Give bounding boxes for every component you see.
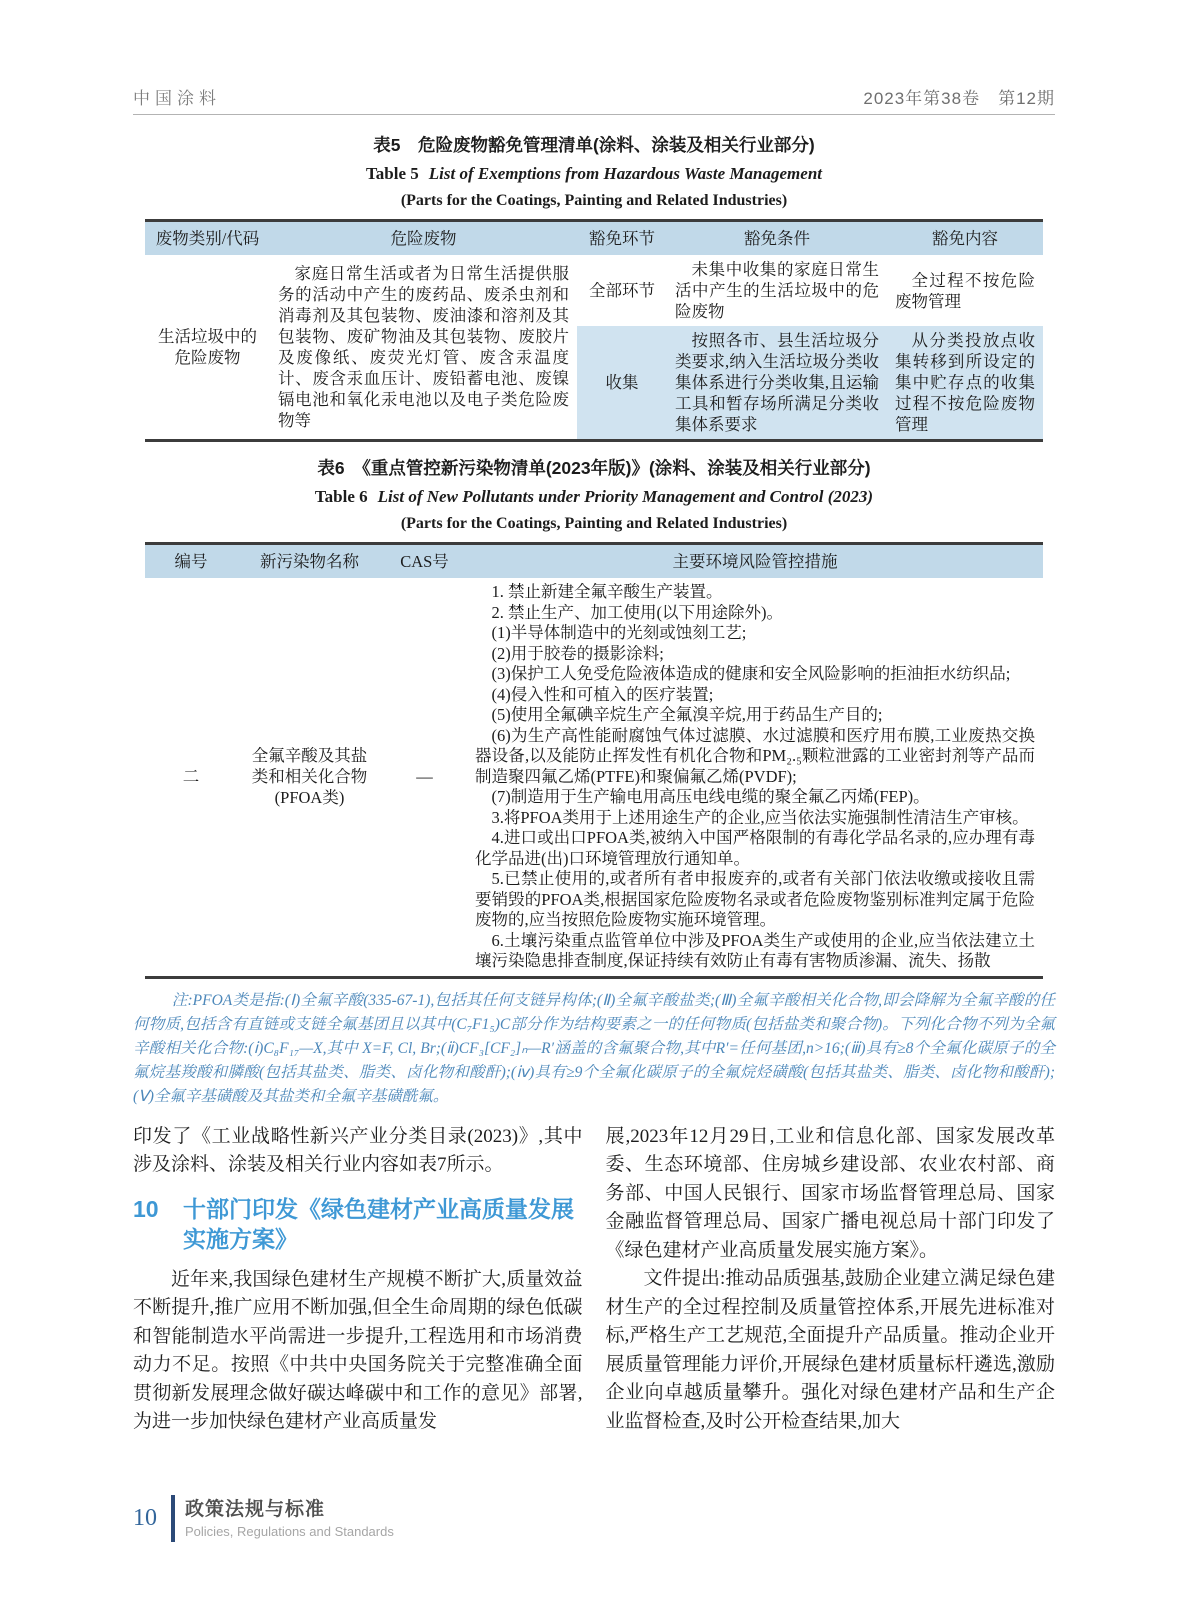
table6-col-measures: 主要环境风险管控措施: [467, 544, 1043, 579]
measure-item: 1. 禁止新建全氟辛酸生产装置。: [491, 582, 723, 601]
footer-section-en: Policies, Regulations and Standards: [185, 1523, 394, 1539]
table6-caption-en-title: List of New Pollutants under Priority Management and Control (2023): [377, 487, 874, 506]
table5-exemptions: [145, 219, 1043, 442]
table5-caption-en-title: List of Exemptions from Hazardous Waste Management: [428, 164, 822, 183]
header-rule: [133, 114, 1055, 115]
pollutant-no-cell: 二: [182, 767, 200, 787]
body-column-left: [133, 1123, 583, 1437]
table5-col-condition: 豁免条件: [667, 221, 887, 256]
table6-col-no: 编号: [145, 544, 237, 579]
measure-item: 6.土壤污染重点监管单位中涉及PFOA类生产或使用的企业,应当依法建立土壤污染隐患排查制度,保证持续有效防止有毒有害物质渗漏、流失、扬散: [475, 930, 1035, 970]
table5-header-row: [145, 221, 1043, 256]
measure-item: 4.进口或出口PFOA类,被纳入中国严格限制的有毒化学品名录的,应办理有毒化学品进(出)口环境管理放行通知单。: [475, 828, 1035, 868]
measure-item: (1)半导体制造中的光刻或蚀刻工艺;: [491, 623, 747, 642]
table5-col-link: 豁免环节: [577, 221, 667, 256]
body-paragraph: 印发了《工业战略性新兴产业分类目录(2023)》,其中涉及涂料、涂装及相关行业内容如表7所示。: [133, 1125, 583, 1175]
table-row: [145, 255, 1043, 326]
table6-new-pollutants: [145, 542, 1043, 979]
measure-item: (6)为生产高性能耐腐蚀气体过滤膜、水过滤膜和医疗用布膜,工业废热交换器设备,以及能防止挥发性有机化合物和PM₂.₅颗粒泄露的工业密封剂等产品而制造聚四氟乙烯(PTFE)和聚偏氟乙烯(PVDF);: [475, 725, 1035, 786]
measure-item: (7)制造用于生产输电用高压电线电缆的聚全氟乙丙烯(FEP)。: [491, 787, 930, 806]
table6-caption-en: [133, 486, 1055, 508]
page-number: 10: [133, 1505, 157, 1531]
measure-item: (3)保护工人免受危险液体造成的健康和安全风险影响的拒油拒水纺织品;: [491, 664, 1011, 683]
table6-caption-en-sub: (Parts for the Coatings, Painting and Related Industries): [400, 515, 788, 532]
footer-section: [185, 1498, 394, 1540]
section-heading: [133, 1194, 583, 1254]
body-paragraph: 展,2023年12月29日,工业和信息化部、国家发展改革委、生态环境部、住房城乡建设部、农业农村部、商务部、中国人民银行、国家市场监督管理总局、国家金融监督管理总局、国家广播电视总局十部门印发了《绿色建材产业高质量发展实施方案》。: [605, 1125, 1055, 1261]
table5-col-category: 废物类别/代码: [145, 221, 270, 256]
exempt-condition-cell: 未集中收集的家庭日常生活中产生的生活垃圾中的危险废物: [675, 260, 879, 321]
journal-title: 中国涂料: [133, 89, 221, 108]
body-columns: [133, 1123, 1055, 1437]
pollutant-name-cell: 全氟辛酸及其盐类和相关化合物(PFOA类): [251, 746, 368, 808]
running-head: [133, 84, 1055, 109]
table6-caption-en-label: Table 6: [314, 487, 368, 506]
exempt-link-cell: 全部环节: [589, 281, 655, 300]
section-number: 10: [133, 1195, 159, 1222]
exempt-condition-cell: 按照各市、县生活垃圾分类要求,纳入生活垃圾分类收集体系进行分类收集,且运输工具和暂存场所满足分类收集体系要求: [667, 326, 887, 441]
measure-item: 3.将PFOA类用于上述用途生产的企业,应当依法实施强制性清洁生产审核。: [491, 807, 1029, 827]
table5-caption-en-sub: (Parts for the Coatings, Painting and Related Industries): [400, 192, 788, 209]
table6-col-cas: CAS号: [382, 544, 467, 579]
exempt-content-cell: 从分类投放点收集转移到所设定的集中贮存点的收集过程不按危险废物管理: [887, 326, 1043, 441]
waste-category-cell: 生活垃圾中的危险废物: [158, 327, 257, 367]
table5-caption-en-label: Table 5: [365, 164, 419, 183]
pollutant-cas-cell: —: [416, 767, 433, 787]
table6-caption-zh: 表6 《重点管控新污染物清单(2023年版)》(涂料、涂装及相关行业部分): [317, 458, 871, 478]
body-paragraph: 近年来,我国绿色建材生产规模不断扩大,质量效益不断提升,推广应用不断加强,但全生命周期的绿色低碳和智能制造水平尚需进一步提升,工程选用和市场消费动力不足。按照《中共中央国务院关于完整准确全面贯彻新发展理念做好碳达峰碳中和工作的意见》部署,为进一步加快绿色建材产业高质量发: [133, 1268, 583, 1432]
table6-footnote: 注:PFOA类是指:(Ⅰ)全氟辛酸(335-67-1),包括其任何支链异构体;(Ⅱ)全氟辛酸盐类;(Ⅲ)全氟辛酸相关化合物,即会降解为全氟辛酸的任何物质,包括含有直链或支链全氟基团且以其中(C₇F1₅)C部分作为结构要素之一的任何物质(包括盐类和聚合物)。下列化合物不列为全氟辛酸相关化合物:(ⅰ)C₈F₁₇—X,其中 X=F, Cl, Br;(ⅱ)CF₃[CF₂]ₙ—R′涵盖的含氟聚合物,其中R′=任何基团,n>16;(ⅲ)具有≥8个全氟化碳原子的全氟烷基羧酸和膦酸(包括其盐类、脂类、卤化物和酸酐);(ⅳ)具有≥9个全氟化碳原子的全氟烷烃磺酸(包括其盐类、脂类、卤化物和酸酐);(Ⅴ)全氟辛基磺酸及其盐类和全氟辛基磺酰氟。: [133, 991, 1055, 1105]
table5-col-content: 豁免内容: [887, 221, 1043, 256]
measure-item: 5.已禁止使用的,或者所有者申报废弃的,或者有关部门依法收缴或接收且需要销毁的PFOA类,根据国家危险废物名录或者危险废物鉴别标准判定属于危险废物的,应当按照危险废物实施环境管理。: [475, 869, 1035, 929]
measure-item: (2)用于胶卷的摄影涂料;: [491, 643, 664, 663]
body-column-right: [606, 1123, 1056, 1437]
measure-item: 2. 禁止生产、加工使用(以下用途除外)。: [491, 602, 783, 622]
pollutant-measures-cell: [467, 578, 1043, 977]
table5-caption-zh: 表5 危险废物豁免管理清单(涂料、涂装及相关行业部分): [373, 135, 815, 155]
page-footer: [133, 1495, 394, 1542]
table6-caption: [133, 456, 1055, 534]
table5-caption: [133, 133, 1055, 211]
table5-col-waste: 危险废物: [270, 221, 577, 256]
body-paragraph: 文件提出:推动品质强基,鼓励企业建立满足绿色建材生产的全过程控制及质量管控体系,开展先进标准对标,严格生产工艺规范,全面提升产品质量。推动企业开展质量管理能力评价,开展绿色建材质量标杆遴选,激励企业向卓越质量攀升。强化对绿色建材产品和生产企业监督检查,及时公开检查结果,加大: [605, 1268, 1055, 1432]
exempt-content-cell: 全过程不按危险废物管理: [895, 270, 1035, 311]
table6-col-name: 新污染物名称: [237, 544, 382, 579]
table5-caption-en: [133, 163, 1055, 185]
exempt-link-cell: 收集: [577, 326, 667, 441]
table-row: [145, 578, 1043, 977]
measure-item: (4)侵入性和可植入的医疗装置;: [491, 684, 714, 704]
hazardous-waste-cell: 家庭日常生活或者为日常生活提供服务的活动中产生的废药品、废杀虫剂和消毒剂及其包装物、废油漆和溶剂及其包装物、废矿物油及其包装物、废胶片及废像纸、废荧光灯管、废含汞温度计、废含汞血压计、废铅蓄电池、废镍镉电池和氧化汞电池以及电子类危险废物等: [278, 264, 569, 430]
measure-item: (5)使用全氟碘辛烷生产全氟溴辛烷,用于药品生产目的;: [491, 705, 883, 724]
footer-section-zh: 政策法规与标准: [185, 1498, 326, 1520]
table6-header-row: [145, 544, 1043, 579]
issue-info: 2023年第38卷 第12期: [863, 89, 1055, 108]
footer-divider-bar: [171, 1495, 175, 1542]
section-title: 十部门印发《绿色建材产业高质量发展实施方案》: [183, 1195, 574, 1252]
